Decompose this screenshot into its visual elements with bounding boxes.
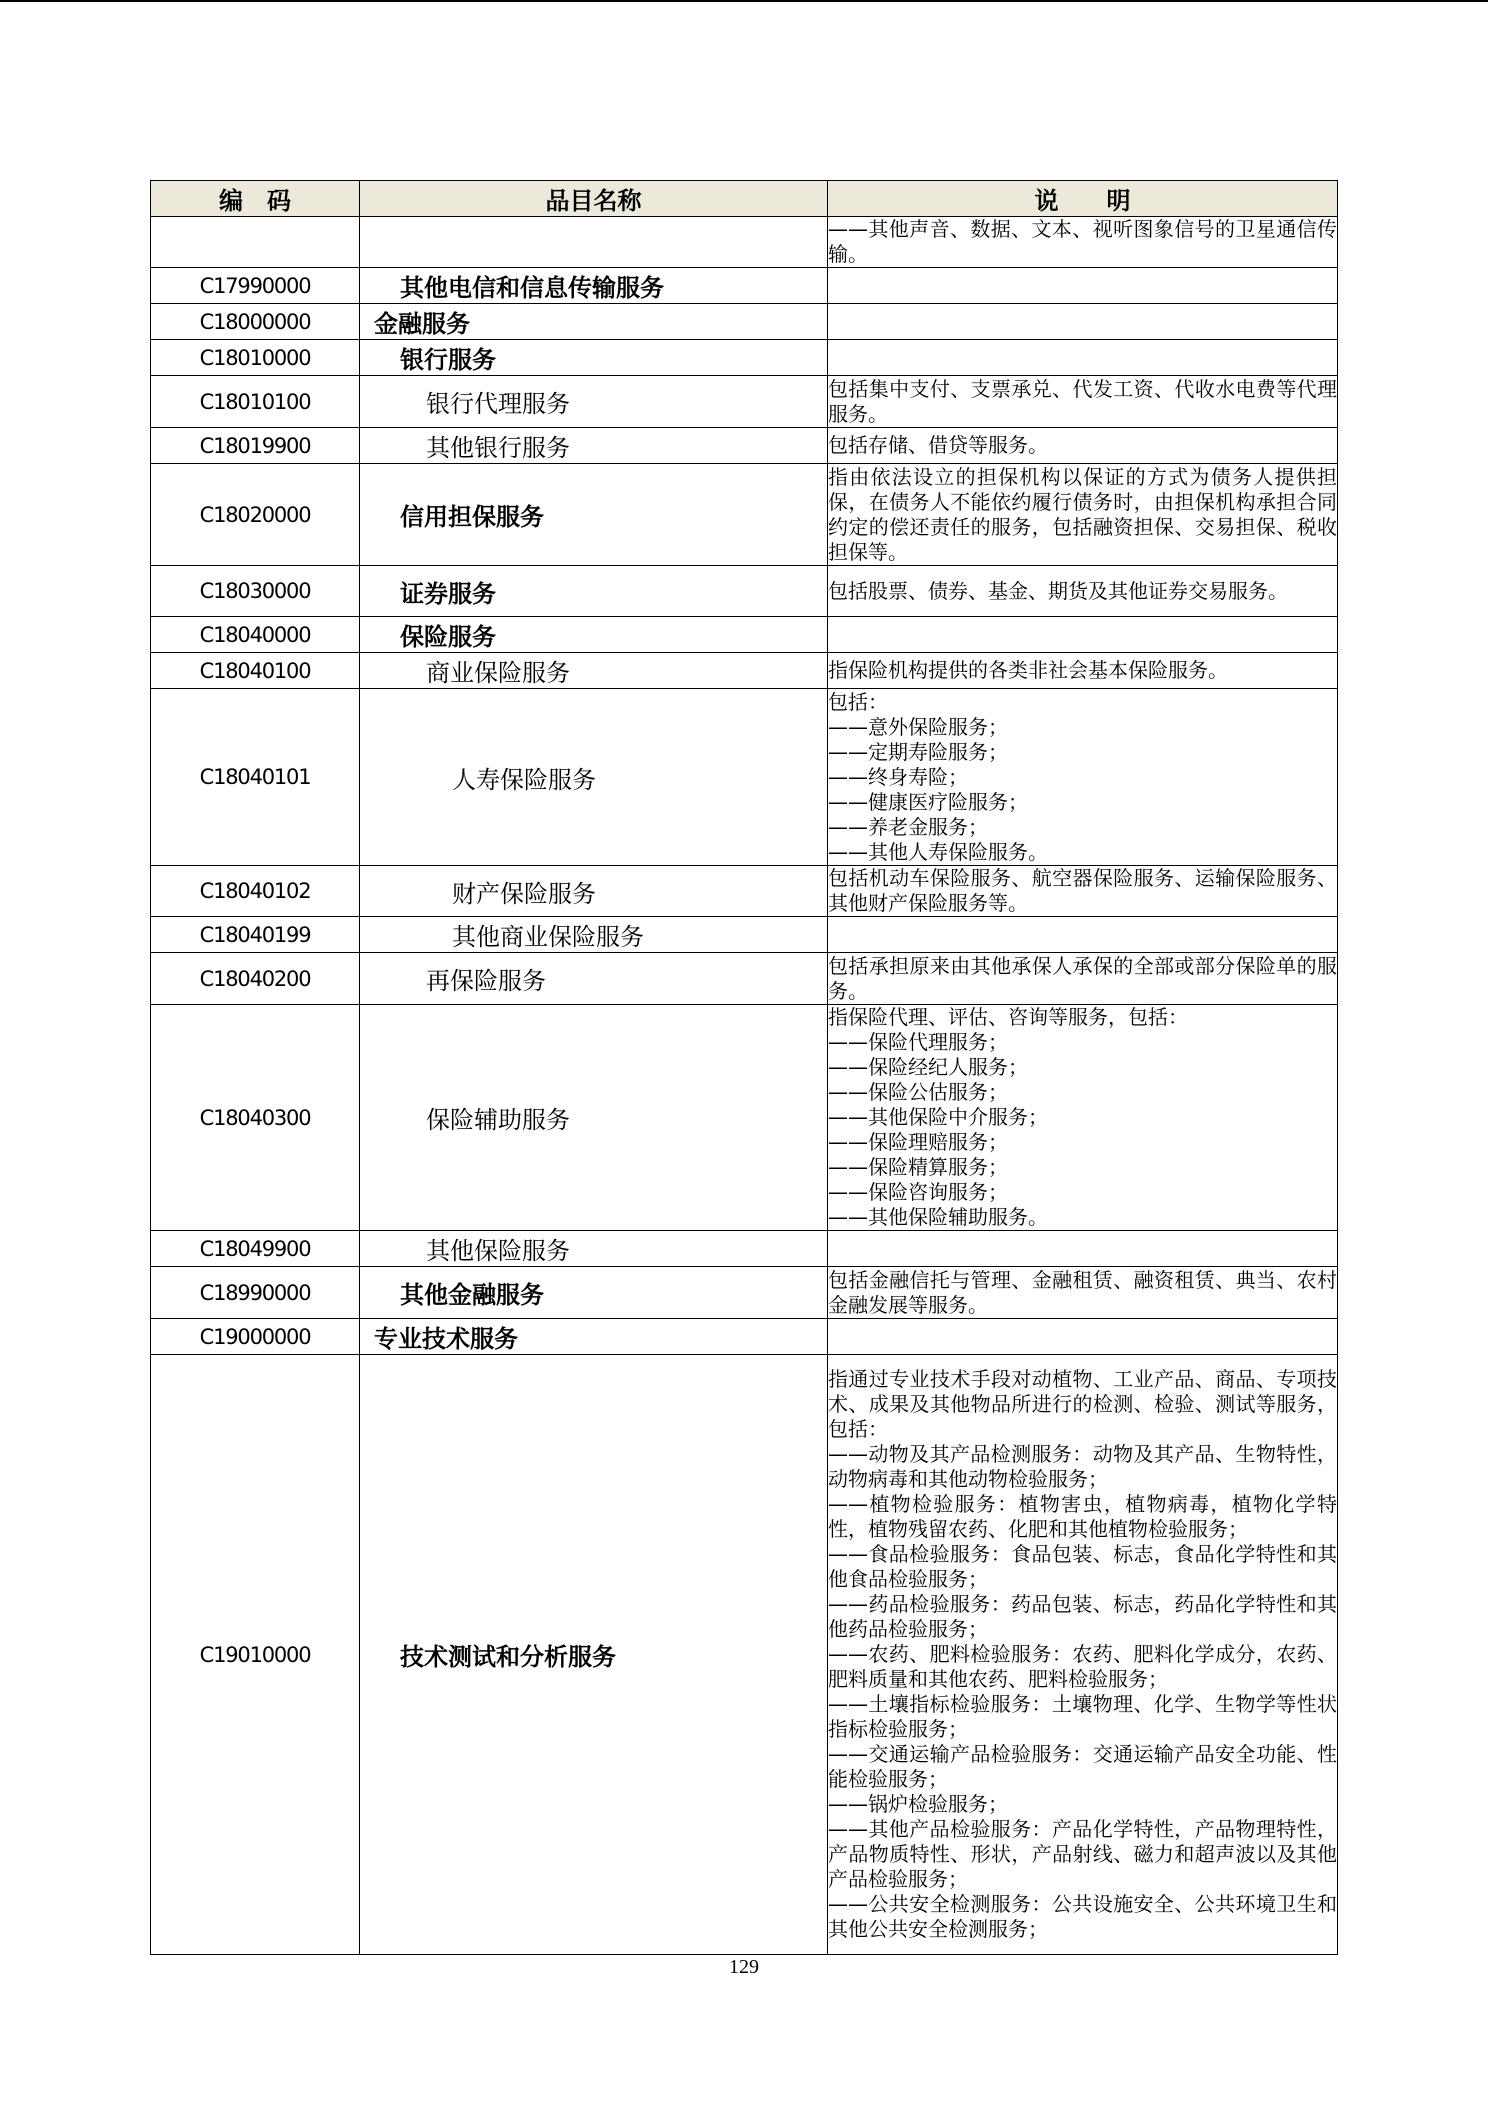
row-description: ——其他声音、数据、文本、视听图象信号的卫星通信传输。 bbox=[828, 217, 1337, 266]
row-item-name: 专业技术服务 bbox=[360, 1319, 828, 1355]
row-code: C18020000 bbox=[151, 464, 360, 566]
row-description bbox=[828, 1319, 1338, 1355]
row-description: 指通过专业技术手段对动植物、工业产品、商品、专项技术、成果及其他物品所进行的检测、检验、测试等服务，包括： ——动物及其产品检测服务：动物及其产品、生物特性，动物病毒和其他动物检验服务； ——植物检验服务：植物害虫，植物病毒，植物化学特性，植物残留农药、化肥和其他植物检验服务； ——食品检验服务：食品包装、标志，食品化学特性和其他食品检验服务； ——药品检验服务：药品包装、标志，药品化学特性和其他药品检验服务； ——农药、肥料检验服务：农药、肥料化学成分，农药、肥料质量和其他农药、肥料检验服务； ——土壤指标检验服务：土壤物理、化学、生物学等性状指标检验服务； ——交通运输产品检验服务：交通运输产品安全功能、性能检验服务； ——锅炉检验服务； ——其他产品检验服务：产品化学特性，产品物理特性，产品物质特性、形状，产品射线、磁力和超声波以及其他产品检验服务； ——公共安全检测服务：公共设施安全、公共环境卫生和其他公共安全检测服务； bbox=[828, 1355, 1338, 1955]
table-row bbox=[151, 566, 1338, 617]
row-description: 指由依法设立的担保机构以保证的方式为债务人提供担保，在债务人不能依约履行债务时，由担保机构承担合同约定的偿还责任的服务，包括融资担保、交易担保、税收担保等。 bbox=[828, 464, 1337, 564]
header-item-name: 品目名称 bbox=[360, 181, 828, 217]
row-item-name: 证券服务 bbox=[360, 566, 828, 617]
row-description: 包括存储、借贷等服务。 bbox=[828, 428, 1338, 464]
row-code: C18040102 bbox=[151, 866, 360, 917]
row-description: 包括金融信托与管理、金融租赁、融资租赁、典当、农村金融发展等服务。 bbox=[828, 1267, 1337, 1317]
row-description bbox=[828, 617, 1338, 653]
row-code: C18040000 bbox=[151, 617, 360, 653]
row-code bbox=[151, 217, 360, 268]
row-item-name bbox=[360, 217, 828, 268]
row-item-name: 银行服务 bbox=[360, 340, 828, 376]
row-description bbox=[828, 917, 1338, 953]
row-code: C18049900 bbox=[151, 1231, 360, 1267]
page-number: 129 bbox=[729, 1956, 759, 1978]
row-description: 包括： ——意外保险服务； ——定期寿险服务； ——终身寿险； ——健康医疗险服务； ——养老金服务； ——其他人寿保险服务。 bbox=[828, 689, 1338, 866]
row-description: 包括承担原来由其他承保人承保的全部或部分保险单的服务。 bbox=[828, 953, 1337, 1003]
table-row bbox=[151, 304, 1338, 340]
table-row bbox=[151, 1355, 1338, 1955]
table-header bbox=[151, 181, 1338, 217]
row-description: 指保险机构提供的各类非社会基本保险服务。 bbox=[828, 653, 1338, 689]
header-description: 说 明 bbox=[828, 181, 1338, 217]
row-code: C18040200 bbox=[151, 953, 360, 1005]
row-item-name: 再保险服务 bbox=[360, 953, 828, 1005]
row-item-name: 保险辅助服务 bbox=[360, 1005, 828, 1231]
row-description bbox=[828, 1231, 1338, 1267]
table-row bbox=[151, 1267, 1338, 1319]
table-row bbox=[151, 617, 1338, 653]
row-code: C18010000 bbox=[151, 340, 360, 376]
row-description bbox=[828, 340, 1338, 376]
table-row bbox=[151, 1319, 1338, 1355]
row-description bbox=[828, 304, 1338, 340]
row-item-name: 商业保险服务 bbox=[360, 653, 828, 689]
row-item-name: 人寿保险服务 bbox=[360, 689, 828, 866]
table-row bbox=[151, 689, 1338, 866]
row-item-name: 其他金融服务 bbox=[360, 1267, 828, 1319]
row-description: 包括股票、债券、基金、期货及其他证券交易服务。 bbox=[828, 566, 1338, 617]
table-row bbox=[151, 464, 1338, 566]
table-row bbox=[151, 953, 1338, 1005]
row-code: C18040300 bbox=[151, 1005, 360, 1231]
table-row bbox=[151, 1005, 1338, 1231]
table-row bbox=[151, 1231, 1338, 1267]
row-code: C18010100 bbox=[151, 376, 360, 428]
row-item-name: 其他银行服务 bbox=[360, 428, 828, 464]
row-item-name: 其他商业保险服务 bbox=[360, 917, 828, 953]
row-item-name: 其他保险服务 bbox=[360, 1231, 828, 1267]
row-item-name: 金融服务 bbox=[360, 304, 828, 340]
header-code: 编 码 bbox=[151, 181, 360, 217]
table-body bbox=[151, 217, 1338, 1955]
catalog-table bbox=[150, 180, 1338, 1955]
row-description bbox=[828, 268, 1338, 304]
table-row bbox=[151, 428, 1338, 464]
row-item-name: 其他电信和信息传输服务 bbox=[360, 268, 828, 304]
row-code: C18000000 bbox=[151, 304, 360, 340]
header-row bbox=[151, 181, 1338, 217]
row-item-name: 技术测试和分析服务 bbox=[360, 1355, 828, 1955]
row-code: C18019900 bbox=[151, 428, 360, 464]
page-top-border bbox=[0, 0, 1488, 2]
table-row bbox=[151, 653, 1338, 689]
row-code: C19000000 bbox=[151, 1319, 360, 1355]
table-row bbox=[151, 268, 1338, 304]
row-description: 包括集中支付、支票承兑、代发工资、代收水电费等代理服务。 bbox=[828, 376, 1337, 426]
row-item-name: 信用担保服务 bbox=[360, 464, 828, 566]
table-row bbox=[151, 340, 1338, 376]
row-code: C19010000 bbox=[151, 1355, 360, 1955]
table-row bbox=[151, 217, 1338, 268]
row-description: 包括机动车保险服务、航空器保险服务、运输保险服务、其他财产保险服务等。 bbox=[828, 866, 1337, 915]
row-description: 指保险代理、评估、咨询等服务，包括： ——保险代理服务； ——保险经纪人服务； ——保险公估服务； ——其他保险中介服务； ——保险理赔服务； ——保险精算服务； ——保险咨询服务； ——其他保险辅助服务。 bbox=[828, 1005, 1338, 1231]
row-item-name: 银行代理服务 bbox=[360, 376, 828, 428]
row-code: C18040100 bbox=[151, 653, 360, 689]
table-row bbox=[151, 866, 1338, 917]
row-code: C18040101 bbox=[151, 689, 360, 866]
row-code: C18040199 bbox=[151, 917, 360, 953]
row-item-name: 保险服务 bbox=[360, 617, 828, 653]
row-code: C18990000 bbox=[151, 1267, 360, 1319]
row-code: C18030000 bbox=[151, 566, 360, 617]
table-row bbox=[151, 376, 1338, 428]
row-code: C17990000 bbox=[151, 268, 360, 304]
row-item-name: 财产保险服务 bbox=[360, 866, 828, 917]
table-row bbox=[151, 917, 1338, 953]
